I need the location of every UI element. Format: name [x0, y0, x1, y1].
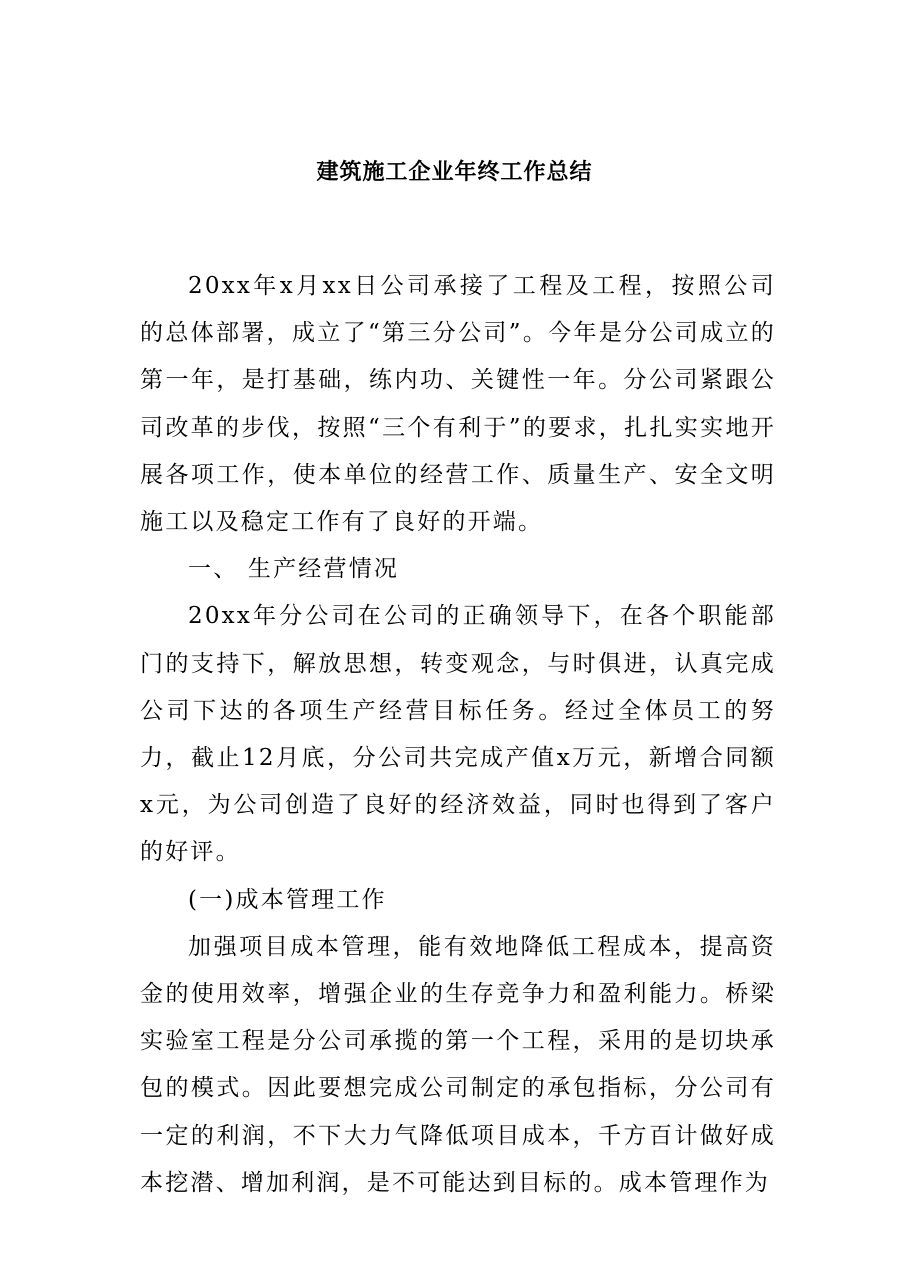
paragraph-cost: 加强项目成本管理，能有效地降低工程成本，提高资金的使用效率，增强企业的生存竞争力和盈利能力。桥梁实验室工程是分公司承揽的第一个工程，采用的是切块承包的模式。因此要想完成公司制定的承包指标，分公司有一定的利润，不下大力气降低项目成本，千方百计做好成本挖潜、增加利润，是不可能达到目标的。成本管理作为 [140, 933, 776, 1196]
section-heading-production: 一、 生产经营情况 [188, 556, 400, 583]
document-title: 建筑施工企业年终工作总结 [316, 159, 593, 185]
document-body [140, 263, 776, 1207]
paragraph-intro: 20xx年x月xx日公司承接了工程及工程，按照公司的总体部署，成立了“第三分公司”。今年是分公司成立的第一年，是打基础，练内功、关键性一年。分公司紧跟公司改革的步伐，按照“三个有利于”的要求，扎扎实实地开展各项工作，使本单位的经营工作、质量生产、安全文明施工以及稳定工作有了良好的开端。 [140, 273, 776, 536]
paragraph-production: 20xx年分公司在公司的正确领导下，在各个职能部门的支持下，解放思想，转变观念，与时俱进，认真完成公司下达的各项生产经营目标任务。经过全体员工的努力，截止12月底，分公司共完成产值x万元，新增合同额x元，为公司创造了良好的经济效益，同时也得到了客户的好评。 [140, 603, 776, 866]
subsection-heading-cost: (一)成本管理工作 [188, 886, 387, 913]
